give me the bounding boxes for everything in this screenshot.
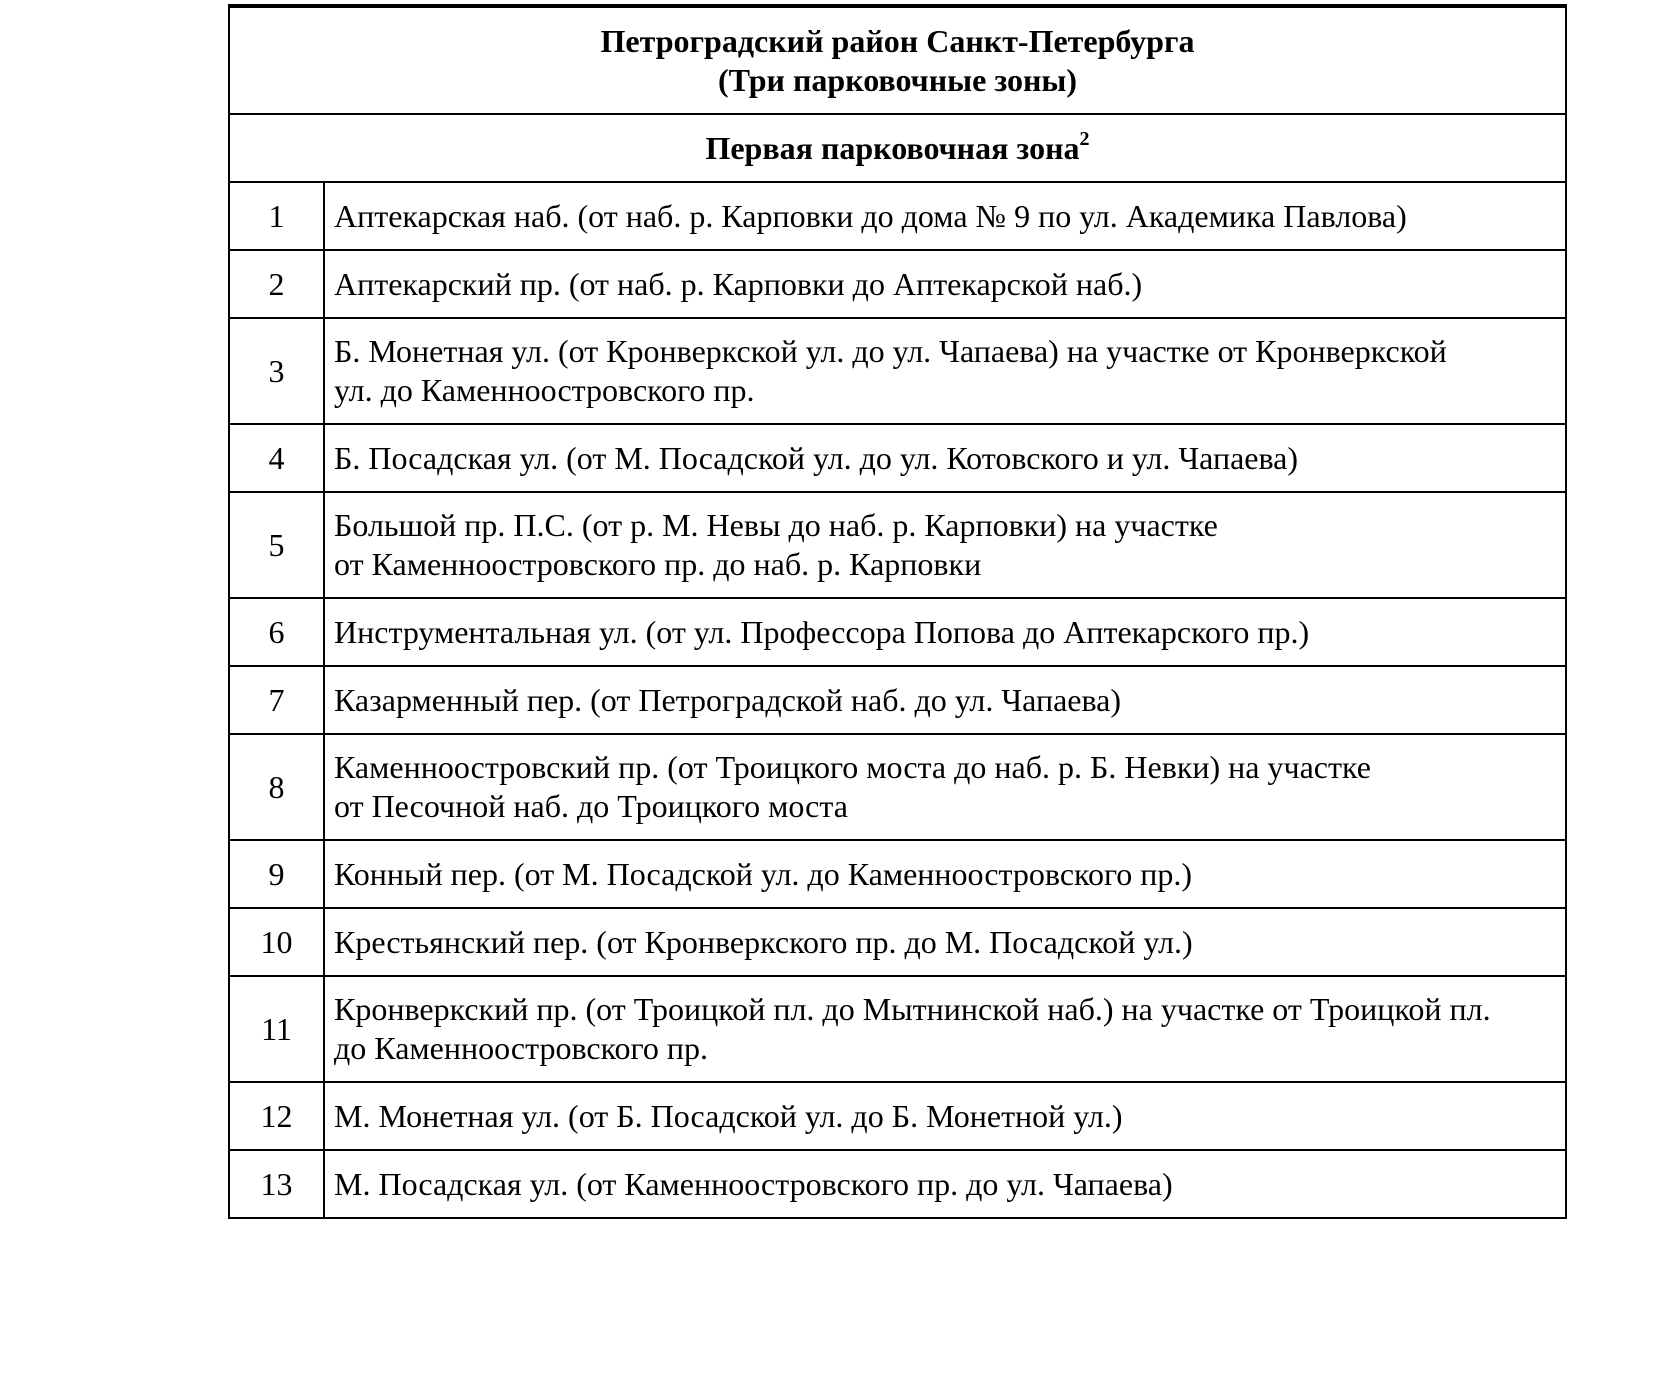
row-number: 9 [229, 840, 324, 908]
street-description-line: Крестьянский пер. (от Кронверкского пр. до М. Посадской ул.) [334, 923, 1193, 960]
table-row [229, 318, 1566, 424]
street-description [324, 840, 1566, 908]
street-description [324, 1082, 1566, 1150]
district-title-line1: Петроградский район Санкт-Петербурга [600, 22, 1195, 59]
row-number: 10 [229, 908, 324, 976]
street-description [324, 1150, 1566, 1218]
street-description [324, 976, 1566, 1082]
zone-header-cell [229, 114, 1566, 182]
street-description-line: Казарменный пер. (от Петроградской наб. до ул. Чапаева) [334, 681, 1122, 718]
street-description [324, 318, 1566, 424]
street-description-line: Б. Монетная ул. (от Кронверкской ул. до ул. Чапаева) на участке от Кронверкской [334, 333, 1447, 369]
street-description-line: Аптекарский пр. (от наб. р. Карповки до Аптекарской наб.) [334, 265, 1143, 302]
table-row [229, 734, 1566, 840]
street-description-line: М. Монетная ул. (от Б. Посадской ул. до Б. Монетной ул.) [334, 1097, 1123, 1134]
street-description [324, 666, 1566, 734]
street-description-line: Каменноостровский пр. (от Троицкого моста до наб. р. Б. Невки) на участке [334, 749, 1371, 785]
street-description-line: ул. до Каменноостровского пр. [334, 372, 755, 408]
row-number: 5 [229, 492, 324, 598]
row-number: 6 [229, 598, 324, 666]
street-description [324, 492, 1566, 598]
street-description [324, 182, 1566, 250]
zone-footnote-marker: 2 [1079, 127, 1090, 150]
table-row [229, 492, 1566, 598]
table-row [229, 598, 1566, 666]
street-description-line: Большой пр. П.С. (от р. М. Невы до наб. р. Карповки) на участке [334, 507, 1218, 543]
street-description-line: Аптекарская наб. (от наб. р. Карповки до дома № 9 по ул. Академика Павлова) [334, 197, 1407, 234]
zone-title: Первая парковочная зона [705, 129, 1080, 166]
table-row [229, 182, 1566, 250]
district-header-row [229, 7, 1566, 114]
table-row [229, 1082, 1566, 1150]
table-row [229, 666, 1566, 734]
street-description [324, 424, 1566, 492]
parking-zone-table [228, 4, 1567, 1219]
street-description [324, 598, 1566, 666]
street-description [324, 908, 1566, 976]
street-description-line: Кронверкский пр. (от Троицкой пл. до Мытнинской наб.) на участке от Троицкой пл. [334, 991, 1491, 1027]
row-number: 12 [229, 1082, 324, 1150]
row-number: 7 [229, 666, 324, 734]
row-number: 2 [229, 250, 324, 318]
street-description-line: Конный пер. (от М. Посадской ул. до Каменноостровского пр.) [334, 855, 1193, 892]
street-description-line: Инструментальная ул. (от ул. Профессора Попова до Аптекарского пр.) [334, 613, 1310, 650]
street-description [324, 734, 1566, 840]
street-description-line: от Каменноостровского пр. до наб. р. Карповки [334, 546, 982, 582]
row-number: 11 [229, 976, 324, 1082]
zone-header-row [229, 114, 1566, 182]
row-number: 1 [229, 182, 324, 250]
district-header-cell [229, 7, 1566, 114]
table-row [229, 424, 1566, 492]
street-description-line: М. Посадская ул. (от Каменноостровского пр. до ул. Чапаева) [334, 1165, 1173, 1202]
table-row [229, 976, 1566, 1082]
row-number: 3 [229, 318, 324, 424]
street-description-line: Б. Посадская ул. (от М. Посадской ул. до ул. Котовского и ул. Чапаева) [334, 439, 1299, 476]
street-description-line: до Каменноостровского пр. [334, 1030, 708, 1066]
row-number: 8 [229, 734, 324, 840]
table-row [229, 250, 1566, 318]
table-row [229, 840, 1566, 908]
street-description [324, 250, 1566, 318]
district-title-line2: (Три парковочные зоны) [717, 61, 1078, 98]
row-number: 4 [229, 424, 324, 492]
street-description-line: от Песочной наб. до Троицкого моста [334, 788, 848, 824]
table-row [229, 908, 1566, 976]
table-row [229, 1150, 1566, 1218]
row-number: 13 [229, 1150, 324, 1218]
